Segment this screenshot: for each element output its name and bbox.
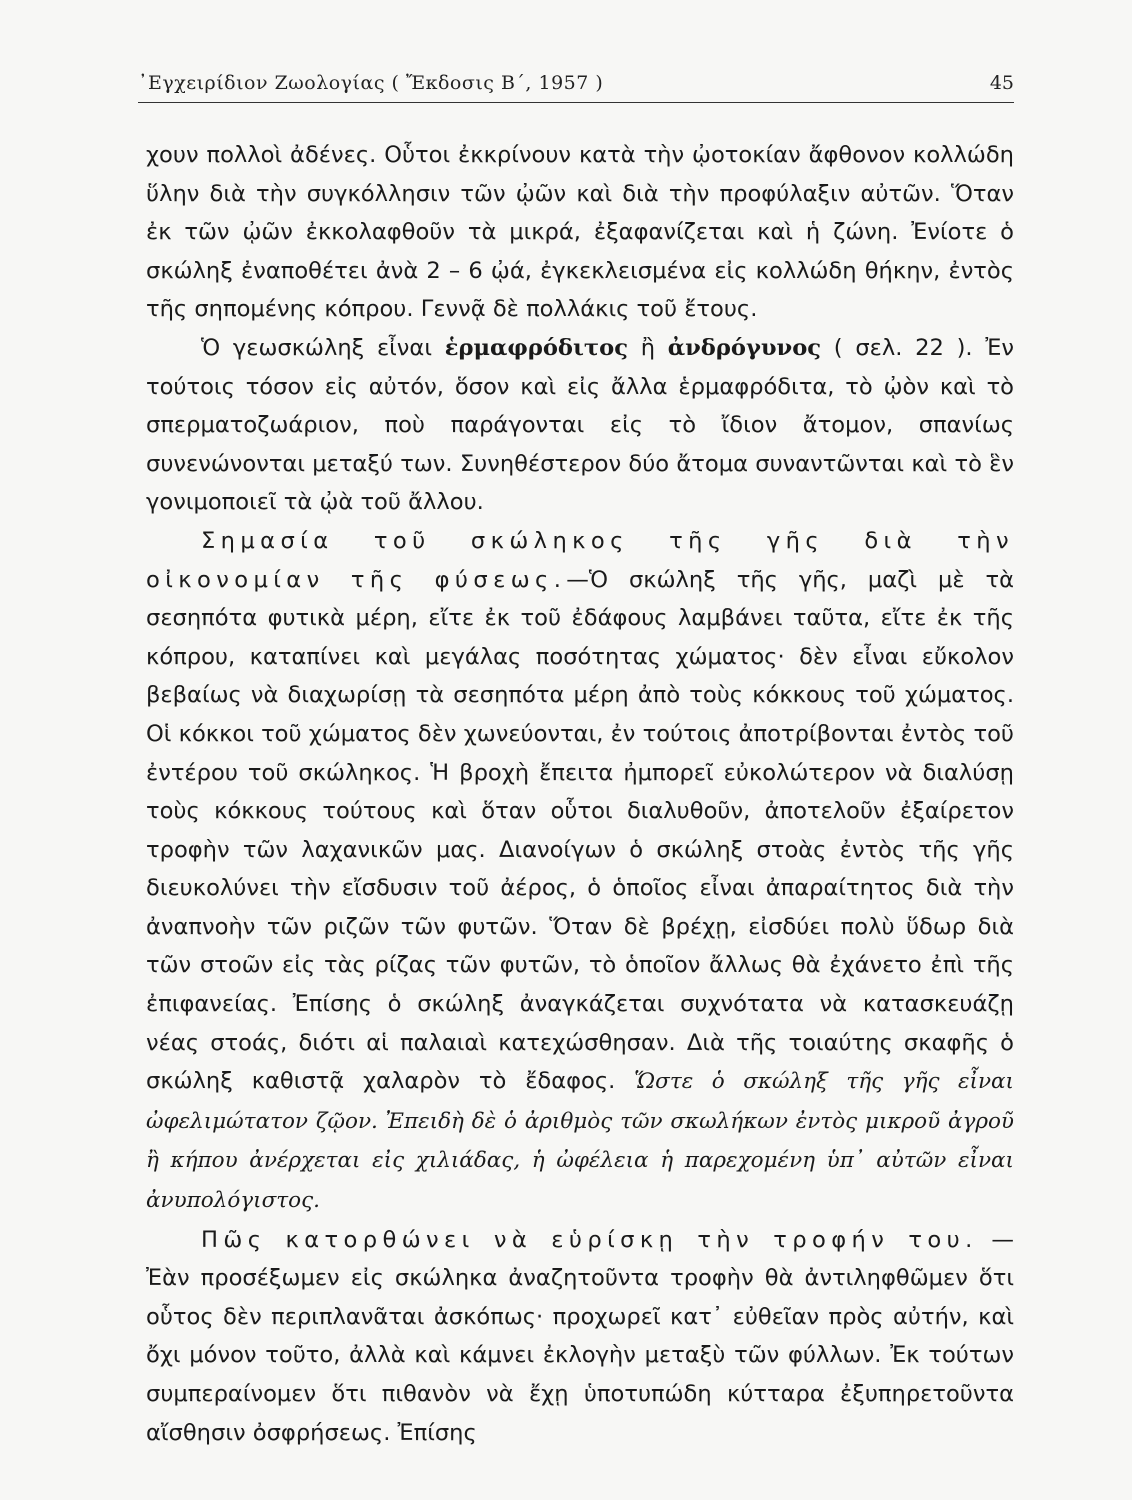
section-heading-importance: Σημασία τοῦ σκώληκος τῆς γῆς διὰ τὴν οἰκονομίαν τῆς φύσεως. [146,527,1014,593]
paragraph-eggs: χουν πολλοὶ ἀδένες. Οὗτοι ἐκκρίνουν κατὰ τὴν ᾠοτοκίαν ἄφθονον κολλώδη ὕλην διὰ τὴν συγκόλλησιν τῶν ᾠῶν καὶ διὰ τὴν προφύλαξιν αὐτῶν. Ὅταν ἐκ τῶν ᾠῶν ἐκκολαφθοῦν τὰ μικρά, ἐξαφανίζεται καὶ ἡ ζώνη. Ἐνίοτε ὁ σκώληξ ἐναποθέτει ἀνὰ 2 – 6 ᾠά, ἐγκεκλεισμένα εἰς κολλώδη θήκην, ἐντὸς τῆς σηπομένης κόπρου. Γεννᾷ δὲ πολλάκις τοῦ ἔτους. [146,142,1014,323]
book-title: ᾿Εγχειρίδιον Ζωολογίας ( Ἔκδοσις Β΄, 1957 ) [138,72,604,94]
paragraph-rest: ( σελ. 22 ). Ἐν τούτοις τόσον εἰς αὐτόν, ὅσον καὶ εἰς ἄλλα ἑρμαφρόδιτα, τὸ ᾠὸν καὶ τὸ σπερματοζωάριον, ποὺ παράγονται εἰς τὸ ἴδιον ἄτομον, σπανίως συνενώνονται μεταξύ των. Συνηθέστερον δύο ἄτομα συναντῶνται καὶ τὸ ἓν γονιμοποιεῖ τὰ ᾠὰ τοῦ ἄλλου. [146,334,1014,516]
header-rule [138,102,1014,103]
paragraph-text: — Ἐὰν προσέξωμεν εἰς σκώληκα ἀναζητοῦντα τροφὴν θὰ ἀντιληφθῶμεν ὅτι οὗτος δὲν περιπλανᾶται ἀσκόπως· προχωρεῖ κατ᾿ εὐθεῖαν πρὸς αὐτήν, καὶ ὄχι μόνον τοῦτο, ἀλλὰ καὶ κάμνει ἐκλογὴν μεταξὺ τῶν φύλλων. Ἐκ τούτων συμπεραίνομεν ὅτι πιθανὸν νὰ ἔχῃ ὑποτυπώδη κύτταρα ἐξυπηρετοῦντα αἴσθησιν ὀσφρήσεως. Ἐπίσης [146,1226,1015,1446]
italic-conclusion: Ὥστε ὁ σκώληξ τῆς γῆς εἶναι ὠφελιμώτατον ζῷον. Ἐπειδὴ δὲ ὁ ἀριθμὸς τῶν σκωλήκων ἐντὸς μικροῦ ἀγροῦ ἢ κήπου ἀνέρχεται εἰς χιλιάδας, ἡ ὠφέλεια ἡ παρεχομένη ὑπ᾿ αὐτῶν εἶναι ἀνυπολόγιστος. [146,1069,1014,1214]
section-heading-food: Πῶς κατορθώνει νὰ εὑρίσκῃ τὴν τροφήν του. [201,1226,978,1253]
book-page [138,70,1015,1480]
running-header [138,70,1014,100]
paragraph-importance [146,522,1014,1221]
term-hermaphrodite: ἑρμαφρόδιτος [444,334,628,361]
paragraph-conjunction: ἢ [627,334,668,361]
paragraph-hermaphrodite [146,329,1014,522]
paragraph-finding-food [146,1221,1014,1453]
paragraph-text: —Ὁ σκώληξ τῆς γῆς, μαζὶ μὲ τὰ σεσηπότα φυτικὰ μέρη, εἴτε ἐκ τοῦ ἐδάφους λαμβάνει ταῦτα, εἴτε ἐκ τῆς κόπρου, καταπίνει καὶ μεγάλας ποσότητας χώματος· δὲν εἶναι εὔκολον βεβαίως νὰ διαχωρίσῃ τὰ σεσηπότα μέρη ἀπὸ τοὺς κόκκους τοῦ χώματος. Οἱ κόκκοι τοῦ χώματος δὲν χωνεύονται, ἐν τούτοις ἀποτρίβονται ἐντὸς τοῦ ἐντέρου τοῦ σκώληκος. Ἡ βροχὴ ἔπειτα ἠμπορεῖ εὐκολώτερον νὰ διαλύσῃ τοὺς κόκκους τούτους καὶ ὅταν οὗτοι διαλυθοῦν, ἀποτελοῦν ἐξαίρετον τροφὴν τῶν λαχανικῶν μας. Διανοίγων ὁ σκώληξ στοὰς ἐντὸς τῆς γῆς διευκολύνει τὴν εἴσδυσιν τοῦ ἀέρος, ὁ ὁποῖος εἶναι ἀπαραίτητος διὰ τὴν ἀναπνοὴν τῶν ριζῶν τῶν φυτῶν. Ὅταν δὲ βρέχῃ, εἰσδύει πολὺ ὕδωρ διὰ τῶν στοῶν εἰς τὰς ρίζας τῶν φυτῶν, τὸ ὁποῖον ἄλλως θὰ ἐχάνετο ἐπὶ τῆς ἐπιφανείας. Ἐπίσης ὁ σκώληξ ἀναγκάζεται συχνότατα νὰ κατασκευάζῃ νέας στοάς, διότι αἱ παλαιαὶ κατεχώσθησαν. Διὰ τῆς τοιαύτης σκαφῆς ὁ σκώληξ καθιστᾷ χαλαρὸν τὸ ἔδαφος. [146,566,1014,1095]
body-text [146,136,1014,1452]
paragraph-lead: Ὁ γεωσκώληξ εἶναι [201,334,445,361]
page-number: 45 [989,72,1014,94]
term-androgynous: ἀνδρόγυνος [667,334,822,361]
